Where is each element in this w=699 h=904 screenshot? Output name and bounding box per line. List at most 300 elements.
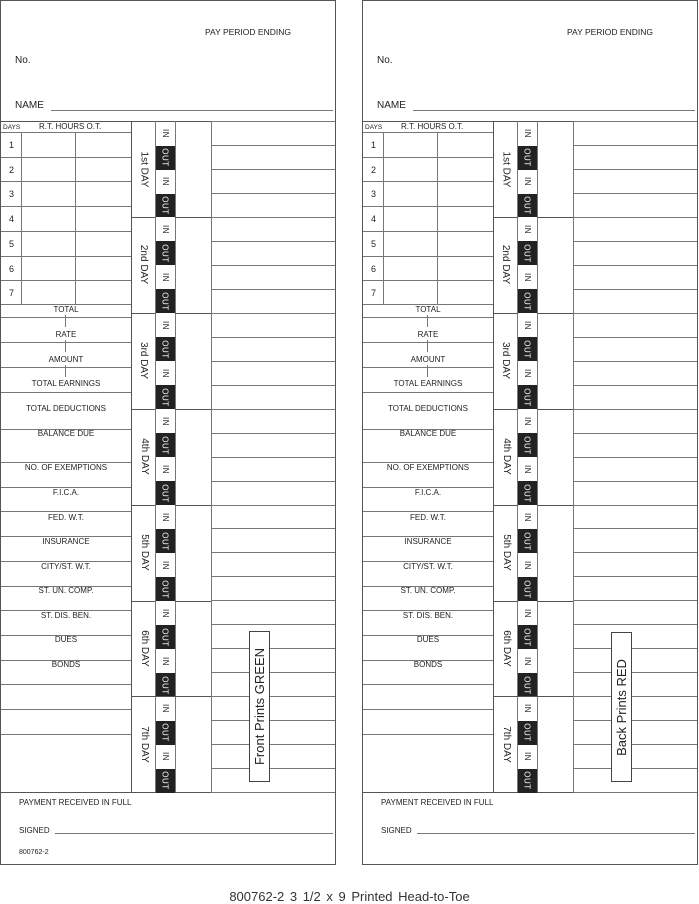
day-number: 4: [371, 214, 377, 225]
row-line: [363, 734, 493, 735]
punch-line: [573, 600, 697, 601]
in-label: IN: [161, 416, 170, 426]
in-marker: [518, 697, 537, 721]
out-marker: [156, 289, 175, 313]
day-number: 2: [9, 164, 15, 175]
summary-label: DUES: [416, 635, 440, 644]
in-label: IN: [523, 464, 532, 474]
day-label-text: 4th DAY: [138, 438, 150, 475]
summary-label: NO. OF EXEMPTIONS: [386, 463, 470, 472]
hours-grid-divider: [75, 132, 76, 304]
punch-line: [211, 768, 335, 769]
out-label: OUT: [522, 723, 532, 743]
punch-line: [211, 505, 335, 506]
punch-line: [211, 457, 335, 458]
out-label: OUT: [160, 340, 170, 359]
out-label: OUT: [160, 723, 170, 743]
in-label: IN: [523, 512, 532, 522]
row-line: [363, 342, 493, 343]
in-marker: [518, 361, 537, 385]
summary-label: FED. W.T.: [410, 513, 446, 522]
summary-label: ST. UN. COMP.: [400, 586, 456, 595]
summary-label: TOTAL DEDUCTIONS: [26, 404, 106, 413]
day-number: 7: [9, 288, 15, 299]
summary-label: RATE: [417, 330, 439, 339]
out-marker: [518, 721, 537, 745]
row-line: [363, 181, 493, 182]
day-label-text: 4th DAY: [500, 438, 512, 475]
out-marker: [156, 241, 175, 265]
summary-label: FED. W.T.: [48, 513, 84, 522]
day-label: [494, 696, 518, 792]
out-label: OUT: [160, 627, 170, 647]
signed-label: SIGNED: [381, 826, 412, 835]
day-label: [494, 121, 518, 217]
punch-line: [211, 720, 335, 721]
punch-line: [211, 337, 335, 338]
in-marker: [156, 170, 175, 194]
in-label: IN: [523, 177, 532, 186]
print-color-note: [611, 632, 632, 782]
punch-line: [573, 481, 697, 482]
day-label: [132, 696, 156, 792]
day-label: [494, 601, 518, 697]
in-marker: [518, 265, 537, 289]
day-label-text: 7th DAY: [138, 726, 150, 763]
out-marker: [156, 481, 175, 505]
punch-line: [573, 145, 697, 146]
hours-grid-divider: [383, 132, 384, 304]
day-label-text: 1st DAY: [138, 151, 150, 187]
out-label: OUT: [160, 388, 170, 407]
punch-line: [573, 576, 697, 577]
number-label: No.: [15, 55, 31, 66]
out-marker: [156, 577, 175, 601]
day-label: [132, 409, 156, 505]
punch-line: [211, 385, 335, 386]
summary-label: BALANCE DUE: [399, 429, 457, 438]
time-card-back: [362, 0, 698, 865]
punch-line: [573, 720, 697, 721]
in-label: IN: [161, 177, 170, 186]
out-marker: [518, 194, 537, 218]
out-label: OUT: [160, 196, 170, 215]
day-column-divider: [537, 121, 538, 792]
in-marker: [518, 457, 537, 481]
row-line: [1, 181, 131, 182]
row-line: [1, 280, 131, 281]
signature-line: [417, 833, 695, 834]
in-marker: [156, 649, 175, 673]
out-marker: [518, 481, 537, 505]
row-line: [363, 206, 493, 207]
in-marker: [156, 553, 175, 577]
out-marker: [518, 625, 537, 649]
summary-label: NO. OF EXEMPTIONS: [24, 463, 108, 472]
day-label: [132, 217, 156, 313]
summary-label: ST. DIS. BEN.: [402, 611, 454, 620]
connector-line: [427, 315, 428, 327]
out-label: OUT: [522, 771, 532, 791]
in-marker: [156, 361, 175, 385]
in-label: IN: [161, 512, 170, 522]
summary-label: TOTAL: [415, 305, 441, 314]
hours-header: R.T. HOURS O.T.: [39, 122, 102, 131]
punch-line: [211, 433, 335, 434]
connector-line: [65, 340, 66, 352]
day-label-text: 3rd DAY: [500, 342, 512, 380]
in-label: IN: [523, 704, 532, 714]
row-line: [363, 367, 493, 368]
pay-period-label: PAY PERIOD ENDING: [205, 27, 291, 37]
punch-line: [211, 313, 335, 314]
punch-line: [211, 289, 335, 290]
day-label-text: 3rd DAY: [138, 342, 150, 380]
in-label: IN: [523, 272, 532, 282]
day-number: 2: [371, 164, 377, 175]
days-header: DAYS: [3, 124, 21, 131]
punch-line: [211, 624, 335, 625]
row-line: [1, 231, 131, 232]
row-line: [363, 392, 493, 393]
punch-line: [573, 409, 697, 410]
hours-header: R.T. HOURS O.T.: [401, 122, 464, 131]
punch-line: [211, 121, 335, 122]
payment-received-label: PAYMENT RECEIVED IN FULL: [19, 798, 132, 807]
punch-line: [211, 217, 335, 218]
summary-label: CITY/ST. W.T.: [403, 562, 453, 571]
in-marker: [518, 553, 537, 577]
out-label: OUT: [160, 292, 170, 311]
row-line: [1, 256, 131, 257]
out-marker: [156, 673, 175, 697]
out-marker: [156, 146, 175, 170]
day-number: 3: [371, 189, 377, 200]
punch-line: [573, 648, 697, 649]
punch-line: [211, 361, 335, 362]
day-column-divider: [175, 121, 176, 792]
punch-line: [573, 241, 697, 242]
row-line: [1, 367, 131, 368]
punch-line: [211, 696, 335, 697]
in-label: IN: [161, 224, 170, 234]
print-color-text: Front Prints GREEN: [252, 647, 267, 766]
name-line: [51, 110, 333, 111]
row-line: [363, 511, 493, 512]
summary-label: BONDS: [51, 660, 81, 669]
punch-line: [573, 361, 697, 362]
in-label: IN: [523, 608, 532, 618]
out-marker: [518, 241, 537, 265]
in-label: IN: [161, 272, 170, 282]
in-label: IN: [523, 752, 532, 762]
row-line: [363, 231, 493, 232]
out-marker: [518, 337, 537, 361]
punch-line: [211, 528, 335, 529]
in-marker: [156, 122, 175, 146]
row-line: [1, 317, 131, 318]
out-label: OUT: [160, 435, 170, 455]
out-marker: [518, 433, 537, 457]
in-label: IN: [161, 704, 170, 714]
in-marker: [518, 217, 537, 241]
punch-line: [573, 528, 697, 529]
punch-line: [573, 624, 697, 625]
in-label: IN: [161, 129, 170, 138]
summary-label: TOTAL EARNINGS: [31, 379, 101, 388]
out-marker: [518, 146, 537, 170]
row-line: [1, 511, 131, 512]
punch-line: [211, 744, 335, 745]
row-line: [1, 206, 131, 207]
summary-label: RATE: [55, 330, 77, 339]
connector-line: [65, 315, 66, 327]
print-color-note: [249, 631, 270, 782]
in-label: IN: [161, 656, 170, 666]
punch-line: [573, 193, 697, 194]
out-label: OUT: [160, 148, 170, 167]
in-label: IN: [161, 560, 170, 570]
out-label: OUT: [522, 244, 532, 263]
punch-line: [573, 169, 697, 170]
summary-label: F.I.C.A.: [52, 488, 80, 497]
out-marker: [156, 385, 175, 409]
punch-line: [573, 217, 697, 218]
day-number: 3: [9, 189, 15, 200]
row-line: [363, 709, 493, 710]
out-marker: [156, 769, 175, 793]
day-label-text: 5th DAY: [138, 534, 150, 571]
punch-line: [573, 313, 697, 314]
day-label: [494, 313, 518, 409]
product-caption: 800762-2 3 1/2 x 9 Printed Head-to-Toe: [229, 889, 470, 904]
summary-label: ST. UN. COMP.: [38, 586, 94, 595]
day-number: 4: [9, 214, 15, 225]
in-marker: [156, 505, 175, 529]
in-label: IN: [523, 224, 532, 234]
name-label: NAME: [377, 100, 406, 111]
row-line: [363, 132, 493, 133]
punch-line: [573, 552, 697, 553]
day-label-text: 6th DAY: [500, 630, 512, 667]
summary-label: INSURANCE: [404, 537, 452, 546]
connector-line: [65, 365, 66, 377]
day-number: 1: [371, 140, 377, 150]
out-marker: [156, 194, 175, 218]
out-label: OUT: [160, 244, 170, 263]
out-label: OUT: [522, 148, 532, 167]
row-line: [363, 280, 493, 281]
day-number: 7: [371, 288, 377, 299]
out-label: OUT: [160, 483, 170, 503]
summary-label: AMOUNT: [48, 355, 84, 364]
punch-line: [211, 648, 335, 649]
in-label: IN: [161, 464, 170, 474]
in-marker: [156, 217, 175, 241]
day-number: 6: [9, 263, 15, 274]
day-label-text: 2nd DAY: [500, 245, 512, 285]
day-label: [494, 409, 518, 505]
day-label: [494, 217, 518, 313]
out-marker: [518, 673, 537, 697]
day-label-text: 5th DAY: [500, 534, 512, 571]
number-label: No.: [377, 55, 393, 66]
signed-label: SIGNED: [19, 826, 50, 835]
punch-line: [573, 433, 697, 434]
row-line: [1, 157, 131, 158]
day-label: [132, 601, 156, 697]
out-label: OUT: [522, 579, 532, 599]
punch-line: [211, 792, 335, 793]
in-label: IN: [523, 368, 532, 378]
punch-line: [211, 241, 335, 242]
summary-label: INSURANCE: [42, 537, 90, 546]
in-marker: [518, 505, 537, 529]
out-label: OUT: [522, 531, 532, 551]
day-label-text: 7th DAY: [500, 726, 512, 763]
name-label: NAME: [15, 100, 44, 111]
punch-line: [573, 121, 697, 122]
print-color-text: Back Prints RED: [614, 658, 629, 756]
in-marker: [156, 313, 175, 337]
row-line: [363, 317, 493, 318]
hours-grid-divider: [21, 132, 22, 304]
name-line: [413, 110, 695, 111]
out-marker: [518, 769, 537, 793]
punch-line: [211, 265, 335, 266]
punch-line: [211, 552, 335, 553]
payment-received-label: PAYMENT RECEIVED IN FULL: [381, 798, 494, 807]
punch-line: [573, 792, 697, 793]
in-label: IN: [161, 320, 170, 330]
punch-line: [211, 193, 335, 194]
connector-line: [427, 340, 428, 352]
row-line: [1, 392, 131, 393]
hours-grid-divider: [437, 132, 438, 304]
out-label: OUT: [522, 627, 532, 647]
row-line: [1, 342, 131, 343]
in-marker: [156, 265, 175, 289]
in-marker: [156, 457, 175, 481]
punch-line: [211, 409, 335, 410]
summary-label: BONDS: [413, 660, 443, 669]
out-label: OUT: [160, 771, 170, 791]
in-marker: [518, 170, 537, 194]
punch-line: [573, 385, 697, 386]
pay-period-label: PAY PERIOD ENDING: [567, 27, 653, 37]
out-label: OUT: [522, 292, 532, 311]
in-marker: [518, 649, 537, 673]
in-marker: [518, 601, 537, 625]
out-label: OUT: [522, 340, 532, 359]
in-marker: [156, 745, 175, 769]
punch-line: [573, 505, 697, 506]
out-marker: [156, 721, 175, 745]
punch-line: [211, 600, 335, 601]
day-label-text: 6th DAY: [138, 630, 150, 667]
time-card-front: [0, 0, 336, 865]
day-number: 6: [371, 263, 377, 274]
day-number: 5: [371, 238, 377, 249]
in-marker: [518, 409, 537, 433]
out-marker: [518, 577, 537, 601]
summary-label: TOTAL DEDUCTIONS: [388, 404, 468, 413]
summary-label: TOTAL: [53, 305, 79, 314]
in-marker: [156, 409, 175, 433]
row-line: [1, 734, 131, 735]
out-label: OUT: [160, 579, 170, 599]
out-marker: [156, 337, 175, 361]
in-label: IN: [161, 752, 170, 762]
punch-line: [573, 672, 697, 673]
out-label: OUT: [160, 675, 170, 695]
day-label: [132, 313, 156, 409]
out-marker: [518, 385, 537, 409]
summary-label: F.I.C.A.: [414, 488, 442, 497]
punch-line: [211, 576, 335, 577]
row-line: [363, 256, 493, 257]
out-label: OUT: [522, 435, 532, 455]
punch-line: [211, 169, 335, 170]
in-label: IN: [161, 368, 170, 378]
out-label: OUT: [522, 196, 532, 215]
day-label: [494, 505, 518, 601]
summary-label: AMOUNT: [410, 355, 446, 364]
summary-label: ST. DIS. BEN.: [40, 611, 92, 620]
signature-line: [55, 833, 333, 834]
punch-line: [573, 265, 697, 266]
punch-line: [573, 337, 697, 338]
out-label: OUT: [522, 483, 532, 503]
row-line: [1, 132, 131, 133]
out-marker: [156, 625, 175, 649]
summary-label: DUES: [54, 635, 78, 644]
punch-line: [573, 744, 697, 745]
punch-line: [211, 672, 335, 673]
out-marker: [518, 529, 537, 553]
summary-label: BALANCE DUE: [37, 429, 95, 438]
in-marker: [156, 601, 175, 625]
in-label: IN: [523, 656, 532, 666]
day-label-text: 2nd DAY: [138, 245, 150, 285]
out-label: OUT: [522, 388, 532, 407]
row-line: [363, 157, 493, 158]
days-header: DAYS: [365, 124, 383, 131]
in-label: IN: [161, 608, 170, 618]
in-marker: [518, 313, 537, 337]
out-label: OUT: [160, 531, 170, 551]
row-line: [363, 684, 493, 685]
punch-line: [573, 289, 697, 290]
summary-label: CITY/ST. W.T.: [41, 562, 91, 571]
punch-line: [211, 145, 335, 146]
day-number: 1: [9, 140, 15, 150]
punch-line: [573, 457, 697, 458]
in-marker: [156, 697, 175, 721]
form-number: 800762-2: [19, 849, 49, 856]
row-line: [1, 684, 131, 685]
in-label: IN: [523, 129, 532, 138]
day-label: [132, 505, 156, 601]
out-marker: [156, 529, 175, 553]
in-label: IN: [523, 320, 532, 330]
row-line: [1, 709, 131, 710]
in-marker: [518, 745, 537, 769]
punch-line: [573, 696, 697, 697]
punch-line: [211, 481, 335, 482]
out-marker: [518, 289, 537, 313]
day-label: [132, 121, 156, 217]
